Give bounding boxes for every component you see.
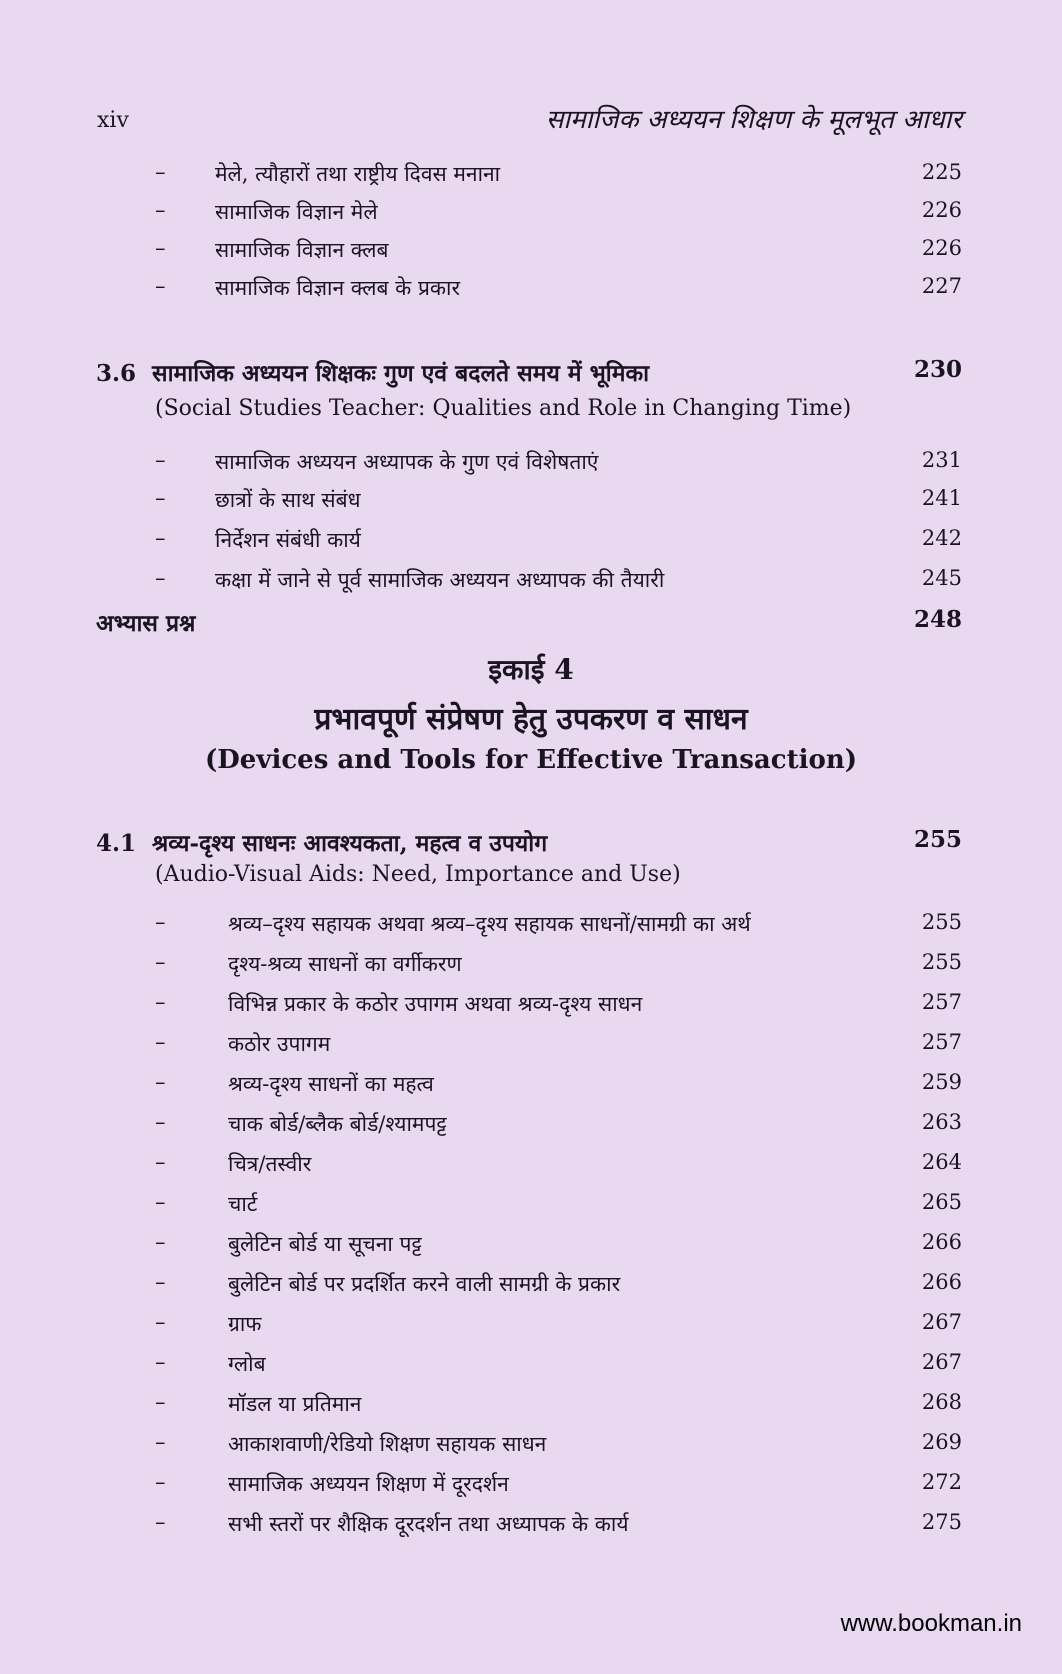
toc-entry-page: 264 [921, 1150, 962, 1174]
unit-title: प्रभावपूर्ण संप्रेषण हेतु उपकरण व साधन [314, 702, 748, 737]
toc-entry-text: आकाशवाणी/रेडियो शिक्षण सहायक साधन [228, 1432, 547, 1456]
toc-entry-text: बुलेटिन बोर्ड पर प्रदर्शित करने वाली सामग्री के प्रकार [228, 1272, 621, 1296]
toc-entry-page: 265 [921, 1190, 962, 1214]
toc-entry-text: सामाजिक अध्ययन अध्यापक के गुण एवं विशेषताएं [215, 450, 599, 474]
exercise-label: अभ्यास प्रश्न [96, 610, 196, 637]
toc-entry-text: मेले, त्यौहारों तथा राष्ट्रीय दिवस मनाना [215, 162, 501, 186]
toc-entry [0, 910, 1062, 946]
bullet-dash: – [155, 1070, 166, 1094]
bullet-dash: – [155, 1110, 166, 1134]
unit-label: इकाई 4 [488, 653, 574, 686]
bullet-dash: – [155, 1150, 166, 1174]
toc-entry [0, 1510, 1062, 1546]
toc-entry [0, 1270, 1062, 1306]
toc-entry [0, 448, 1062, 484]
bullet-dash: – [155, 1190, 166, 1214]
bullet-dash: – [155, 566, 166, 590]
bullet-dash: – [155, 950, 166, 974]
bullet-dash: – [155, 990, 166, 1014]
toc-entry-page: 226 [921, 198, 962, 222]
toc-entry-text: चित्र/तस्वीर [228, 1152, 312, 1176]
toc-entry [0, 274, 1062, 310]
toc-entry [0, 1030, 1062, 1066]
section-title: सामाजिक अध्ययन शिक्षकः गुण एवं बदलते समय में भूमिका [152, 360, 650, 387]
section-heading [96, 826, 962, 858]
toc-entry [0, 1470, 1062, 1506]
toc-entry-page: 255 [921, 910, 962, 934]
toc-entry-text: बुलेटिन बोर्ड या सूचना पट्ट [228, 1232, 422, 1256]
toc-entry-text: सामाजिक विज्ञान मेले [215, 200, 378, 224]
toc-entry-page: 241 [921, 486, 962, 510]
toc-entry-text: श्रव्य-दृश्य साधनों का महत्व [228, 1072, 434, 1096]
toc-entry [0, 1430, 1062, 1466]
bullet-dash: – [155, 1430, 166, 1454]
running-header-title: सामाजिक अध्ययन शिक्षण के मूलभूत आधार [545, 105, 962, 135]
toc-entry [0, 1230, 1062, 1266]
bullet-dash: – [155, 1270, 166, 1294]
bullet-dash: – [155, 1390, 166, 1414]
toc-entry [0, 1350, 1062, 1386]
toc-entry [0, 486, 1062, 522]
section-number: 4.1 [96, 830, 137, 857]
bullet-dash: – [155, 274, 166, 298]
bullet-dash: – [155, 1510, 166, 1534]
toc-entry-text: चार्ट [228, 1192, 258, 1216]
website-watermark: www.bookman.in [840, 1610, 1022, 1637]
toc-entry-page: 255 [921, 950, 962, 974]
toc-entry-page: 227 [921, 274, 962, 298]
bullet-dash: – [155, 1350, 166, 1374]
toc-entry-page: 225 [921, 160, 962, 184]
section-title: श्रव्य-दृश्य साधनः आवश्यकता, महत्व व उपयोग [152, 830, 548, 857]
toc-entry [0, 1190, 1062, 1226]
toc-entry [0, 566, 1062, 602]
exercise-heading [96, 606, 962, 638]
toc-entry [0, 160, 1062, 196]
toc-entry-text: सामाजिक विज्ञान क्लब के प्रकार [215, 276, 461, 300]
toc-entry [0, 1070, 1062, 1106]
toc-entry [0, 526, 1062, 562]
toc-entry-text: छात्रों के साथ संबंध [215, 488, 361, 512]
toc-entry [0, 990, 1062, 1026]
toc-entry-text: दृश्य-श्रव्य साधनों का वर्गीकरण [228, 952, 462, 976]
toc-entry-text: निर्देशन संबंधी कार्य [215, 528, 361, 552]
bullet-dash: – [155, 910, 166, 934]
toc-entry-text: ग्लोब [228, 1352, 266, 1376]
bullet-dash: – [155, 448, 166, 472]
toc-entry [0, 1390, 1062, 1426]
section-subtitle: (Social Studies Teacher: Qualities and Role in Changing Time) [155, 396, 852, 421]
toc-entry-text: ग्राफ [228, 1312, 262, 1336]
toc-entry-text: श्रव्य–दृश्य सहायक अथवा श्रव्य–दृश्य सहायक साधनों/सामग्री का अर्थ [228, 912, 751, 936]
unit-title-english: (Devices and Tools for Effective Transaction) [204, 745, 858, 775]
toc-entry-page: 269 [921, 1430, 962, 1454]
toc-entry-text: कक्षा में जाने से पूर्व सामाजिक अध्ययन अध्यापक की तैयारी [215, 568, 665, 592]
toc-entry-page: 231 [921, 448, 962, 472]
toc-entry-text: विभिन्न प्रकार के कठोर उपागम अथवा श्रव्य-दृश्य साधन [228, 992, 643, 1016]
page-number-label: xiv [97, 108, 129, 133]
bullet-dash: – [155, 486, 166, 510]
toc-entry-page: 242 [921, 526, 962, 550]
toc-entry-page: 275 [921, 1510, 962, 1534]
toc-entry-text: सामाजिक अध्ययन शिक्षण में दूरदर्शन [228, 1472, 509, 1496]
bullet-dash: – [155, 526, 166, 550]
toc-entry [0, 1110, 1062, 1146]
toc-entry-text: सभी स्तरों पर शैक्षिक दूरदर्शन तथा अध्यापक के कार्य [228, 1512, 629, 1536]
toc-entry-page: 245 [921, 566, 962, 590]
toc-entry-page: 267 [921, 1310, 962, 1334]
toc-entry [0, 236, 1062, 272]
toc-entry-page: 257 [921, 1030, 962, 1054]
toc-entry [0, 1150, 1062, 1186]
bullet-dash: – [155, 1310, 166, 1334]
bullet-dash: – [155, 198, 166, 222]
bullet-dash: – [155, 1030, 166, 1054]
toc-entry [0, 1310, 1062, 1346]
bullet-dash: – [155, 160, 166, 184]
section-page: 230 [913, 356, 962, 383]
toc-entry-page: 266 [921, 1230, 962, 1254]
bullet-dash: – [155, 236, 166, 260]
toc-entry-text: मॉडल या प्रतिमान [228, 1392, 362, 1416]
exercise-page: 248 [913, 606, 962, 633]
section-subtitle: (Audio-Visual Aids: Need, Importance and Use) [155, 862, 681, 887]
toc-entry [0, 198, 1062, 234]
toc-entry-page: 257 [921, 990, 962, 1014]
toc-entry-page: 267 [921, 1350, 962, 1374]
toc-entry-text: चाक बोर्ड/ब्लैक बोर्ड/श्यामपट्ट [228, 1112, 447, 1136]
toc-entry-page: 272 [921, 1470, 962, 1494]
toc-entry-page: 268 [921, 1390, 962, 1414]
bullet-dash: – [155, 1230, 166, 1254]
toc-entry-text: कठोर उपागम [228, 1032, 331, 1056]
toc-entry-page: 259 [921, 1070, 962, 1094]
section-page: 255 [913, 826, 962, 853]
toc-entry [0, 950, 1062, 986]
section-number: 3.6 [96, 360, 137, 387]
toc-entry-page: 226 [921, 236, 962, 260]
toc-entry-page: 266 [921, 1270, 962, 1294]
toc-entry-text: सामाजिक विज्ञान क्लब [215, 238, 389, 262]
bullet-dash: – [155, 1470, 166, 1494]
toc-entry-page: 263 [921, 1110, 962, 1134]
section-heading [96, 356, 962, 388]
